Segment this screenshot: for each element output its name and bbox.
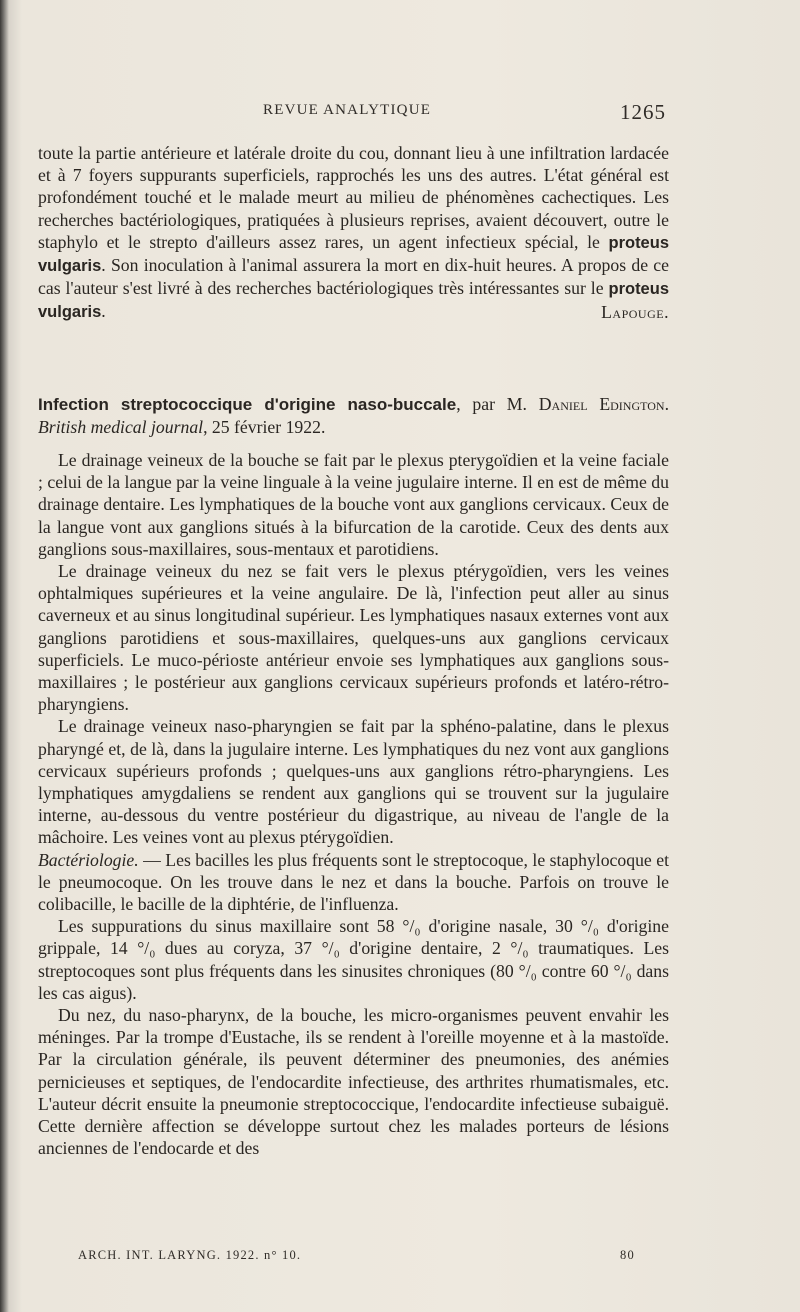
paragraph-bacteriologie: [38, 849, 669, 916]
article-date: , 25 février 1922.: [203, 417, 326, 438]
footer-signature: ARCH. INT. LARYNG. 1922. n° 10.: [78, 1248, 302, 1262]
article-citation: [38, 393, 669, 438]
text-run: toute la partie antérieure et latérale droite du cou, donnant lieu à une infiltration lardacée et à 7 foyers suppurants superficiels, rapprochés les uns des autres. L'état général est profondément touché et le malade meurt au milieu de phénomènes cachectiques. Les recherches bactériologiques, pratiquées à plusieurs reprises, avaient découvert, outre le staphylo et le strepto d'ailleurs assez rares, un agent infectieux spécial, le: [38, 143, 669, 252]
term-proteus: proteus vulgaris: [38, 233, 669, 276]
paragraph: Les suppurations du sinus maxillaire sont 58 °/₀ d'origine nasale, 30 °/₀ d'origine grippale, 14 °/₀ dues au coryza, 37 °/₀ d'origine dentaire, 2 °/₀ traumatiques. Les streptocoques sont plus fréquents dans les sinusites chroniques (80 °/₀ contre 60 °/₀ dans les cas aigus).: [38, 916, 669, 1003]
section-label: Bactériologie.: [38, 849, 139, 870]
signature: Lapouge.: [601, 302, 669, 323]
paragraph: Le drainage veineux de la bouche se fait par le plexus pterygoïdien et la veine faciale ; celui de la langue par la veine linguale à la veine jugulaire interne. Il en est de même du drainage dentaire. Les lymphatiques de la bouche vont aux ganglions cervicaux. Ceux de la langue vont aux ganglions situés à la bifurcation de la carotide. Ceux des dents aux ganglions sous-maxillaires, sous-mentaux et parotidiens.: [38, 450, 669, 559]
text-run: , par M.: [456, 394, 539, 414]
article-body: [38, 449, 669, 1160]
running-head: REVUE ANALYTIQUE: [263, 102, 432, 118]
page-footer: [0, 1248, 800, 1268]
page-header: [0, 100, 800, 124]
page-number: 1265: [620, 100, 666, 124]
paragraph: Du nez, du naso-pharynx, de la bouche, les micro-organismes peuvent envahir les méninges. Par la trompe d'Eustache, ils se rendent à l'oreille moyenne et à la mastoïde. Par la circulation générale, ils peuvent déterminer des pneumonies, des anémies pernicieuses et septiques, de l'endocardite infectieuse, des arthrites rhumatismales, etc. L'auteur décrit ensuite la pneumonie streptococcique, l'endocardite infectieuse subaiguë. Cette dernière affection se développe surtout chez les malades porteurs de lésions anciennes de l'endocarde et des: [38, 1005, 669, 1159]
paragraph: Le drainage veineux naso-pharyngien se fait par la sphéno-palatine, dans le plexus pharyngé et, de là, dans la jugulaire interne. Les lymphatiques du nez vont aux ganglions cervicaux supérieurs profonds ; quelques-uns aux ganglions rétro-pharyngiens. Les lymphatiques amygdaliens se rendent aux ganglions qui se trouvent sur la jugulaire interne, au-dessous du ventre postérieur du digastrique, au niveau de l'angle de la mâchoire. Les veines vont au plexus ptérygoïdien.: [38, 716, 669, 848]
text-run: .: [664, 394, 669, 414]
footer-sheet-number: 80: [620, 1248, 635, 1262]
journal-name: British medical journal: [38, 417, 204, 438]
paragraph: Le drainage veineux du nez se fait vers le plexus ptérygoïdien, vers les veines ophtalmiques supérieures et la veine angulaire. De là, l'infection peut aller au sinus caverneux et au sinus longitudinal supérieur. Les lymphatiques nasaux externes vont aux ganglions parotidiens et sous-maxillaires, quelques-uns aux ganglions cervicaux superficiels. Le muco-périoste antérieur envoie ses lymphatiques aux ganglions sous-maxillaires ; le postérieur aux ganglions cervicaux supérieurs profonds et latéro-rétro-pharyngiens.: [38, 561, 669, 715]
previous-article-ending: [38, 142, 669, 324]
term-proteus: proteus vulgaris: [38, 280, 669, 322]
article-author: Daniel Edington: [538, 394, 665, 414]
paragraph: [38, 142, 669, 324]
article-title: Infection streptococcique d'origine naso-buccale: [38, 395, 457, 414]
text-run: — Les bacilles les plus fréquents sont le streptocoque, le staphylocoque et le pneumocoque. On les trouve dans le nez et dans la bouche. Parfois on trouve le colibacille, le bacille de la diphtérie, de l'influenza.: [38, 849, 669, 915]
text-run: . Son inoculation à l'animal assurera la mort en dix-huit heures. A propos de ce cas l'auteur s'est livré à des recherches bactériologiques très intéressantes sur le: [38, 255, 669, 299]
text-run: .: [101, 301, 106, 322]
article-heading: [38, 393, 669, 438]
